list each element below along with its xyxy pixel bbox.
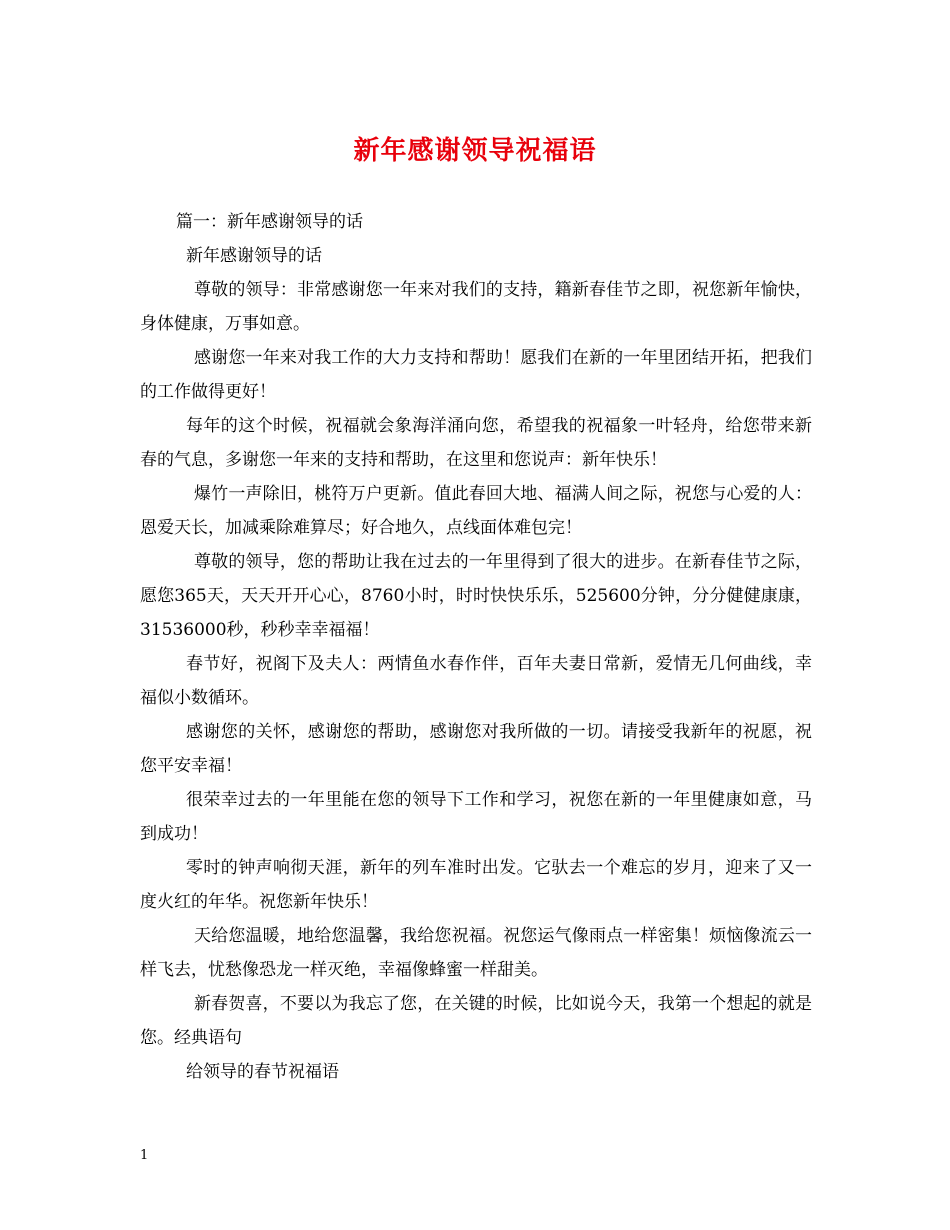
page-number: 1 — [140, 1148, 149, 1163]
subsection-heading: 新年感谢领导的话 — [186, 246, 322, 266]
paragraph: 很荣幸过去的一年里能在您的领导下工作和学习，祝您在新的一年里健康如意，马到成功！ — [140, 790, 812, 844]
paragraph: 每年的这个时候，祝福就会象海洋涌向您，希望我的祝福象一叶轻舟，给您带来新春的气息，多谢您一年来的支持和帮助，在这里和您说声：新年快乐！ — [140, 416, 812, 470]
section-heading: 篇一：新年感谢领导的话 — [176, 212, 363, 232]
document-body — [140, 205, 812, 1089]
paragraph: 爆竹一声除旧，桃符万户更新。值此春回大地、福满人间之际，祝您与心爱的人：恩爱天长，加减乘除难算尽；好合地久，点线面体难包完！ — [140, 484, 812, 538]
paragraph: 零时的钟声响彻天涯，新年的列车准时出发。它驮去一个难忘的岁月，迎来了又一度火红的年华。祝您新年快乐！ — [140, 858, 812, 912]
subsection-heading: 给领导的春节祝福语 — [186, 1062, 339, 1082]
document-title: 新年感谢领导祝福语 — [353, 136, 597, 166]
paragraph: 感谢您的关怀，感谢您的帮助，感谢您对我所做的一切。请接受我新年的祝愿，祝您平安幸福！ — [140, 722, 812, 776]
paragraph: 尊敬的领导：非常感谢您一年来对我们的支持，籍新春佳节之即，祝您新年愉快，身体健康，万事如意。 — [140, 280, 812, 334]
paragraph: 感谢您一年来对我工作的大力支持和帮助！愿我们在新的一年里团结开拓，把我们的工作做得更好！ — [140, 348, 812, 402]
paragraph: 春节好，祝阁下及夫人：两情鱼水春作伴，百年夫妻日常新，爱情无几何曲线，幸福似小数循环。 — [140, 654, 812, 708]
paragraph: 天给您温暖，地给您温馨，我给您祝福。祝您运气像雨点一样密集！烦恼像流云一样飞去，忧愁像恐龙一样灭绝，幸福像蜂蜜一样甜美。 — [140, 926, 812, 980]
paragraph: 尊敬的领导，您的帮助让我在过去的一年里得到了很大的进步。在新春佳节之际，愿您365天，天天开开心心，8760小时，时时快快乐乐，525600分钟，分分健健康康，31536000秒，秒秒幸幸福福！ — [140, 552, 812, 640]
paragraph: 新春贺喜，不要以为我忘了您，在关键的时候，比如说今天，我第一个想起的就是您。经典语句 — [140, 994, 812, 1048]
